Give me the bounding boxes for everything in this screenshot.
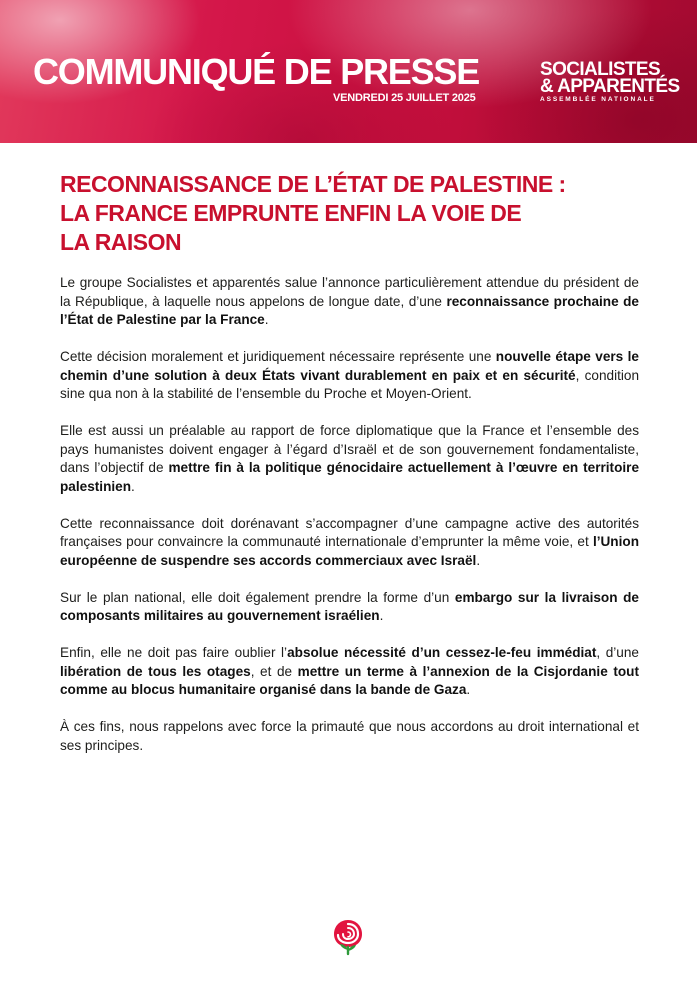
paragraph-1 [60, 274, 639, 330]
paragraph-text: , d’une [596, 645, 639, 660]
paragraph-5 [60, 589, 639, 626]
paragraph-text: Cette décision moralement et juridiquement nécessaire représente une [60, 349, 496, 364]
paragraph-6 [60, 644, 639, 700]
paragraph-text: Sur le plan national, elle doit également prendre la forme d’un [60, 589, 455, 605]
paragraph-4 [60, 515, 639, 571]
paragraph-emphasis: libération de tous les otages [60, 663, 251, 679]
paragraph-text: Le groupe Socialistes et apparentés salue l’annonce particulièrement attendue du président de la République, à laquelle nous appelons de longue date, d’une [60, 275, 639, 309]
paragraph-text: , et de [250, 663, 298, 679]
press-release-body [60, 274, 639, 774]
paragraph-2 [60, 348, 639, 404]
logo-line-socialistes: SOCIALISTES [540, 59, 661, 80]
release-date: VENDREDI 25 JUILLET 2025 [333, 92, 476, 104]
paragraph-emphasis: nouvelle étape vers le chemin d’une solution à deux États vivant durablement en paix et en sécurité [60, 349, 639, 383]
paragraph-emphasis: embargo sur la livraison de composants militaires au gouvernement israélien [60, 589, 639, 623]
paragraph-text: Enfin, elle ne doit pas faire oublier l’ [60, 645, 288, 660]
headline [60, 170, 640, 257]
paragraph-text: . [476, 552, 481, 568]
rose-icon [328, 916, 368, 956]
logo-line-apparentes: & APPARENTÉS [540, 76, 680, 97]
headline-line-3: LA RAISON [60, 229, 182, 255]
paragraph-3 [60, 422, 639, 496]
paragraph-text: . [264, 312, 269, 327]
headline-line-2: LA FRANCE EMPRUNTE ENFIN LA VOIE DE [60, 200, 522, 226]
logo-line-assemblee: ASSEMBLÉE NATIONALE [540, 96, 656, 103]
paragraph-text: Elle est aussi un préalable au rapport de force diplomatique que la France et l’ensemble des pays humanistes doivent engager à l’égard d’Israël et de son gouvernement fondamentaliste, dans l’objectif de [60, 423, 639, 475]
headline-line-1: RECONNAISSANCE DE L’ÉTAT DE PALESTINE : [60, 171, 566, 197]
paragraph-text: , condition sine qua non à la stabilité de l’ensemble du Proche et Moyen-Orient. [60, 367, 640, 401]
paragraph-emphasis: mettre un terme à l’annexion de la Cisjordanie tout comme au blocus humanitaire organisé dans la bande de Gaza [60, 663, 639, 697]
paragraph-text: À ces fins, nous rappelons avec force la primauté que nous accordons au droit international et ses principes. [60, 719, 639, 753]
paragraph-text: Cette reconnaissance doit dorénavant s’accompagner d’une campagne active des autorités françaises pour convaincre la communauté internationale d’emprunter la même voie, et [60, 515, 639, 549]
header-banner [0, 0, 697, 143]
paragraph-text: . [379, 608, 384, 623]
paragraph-emphasis: absolue nécessité d’un cessez-le-feu immédiat [287, 645, 597, 660]
paragraph-text: . [131, 478, 135, 494]
paragraph-text: . [466, 682, 471, 697]
paragraph-7 [60, 718, 639, 755]
paragraph-emphasis: mettre fin à la politique génocidaire actuellement à l’œuvre en territoire palestinien [60, 460, 640, 494]
paragraph-emphasis: l’Union européenne de suspendre ses accords commerciaux avec Israël [60, 534, 639, 568]
paragraph-emphasis: reconnaissance prochaine de l’État de Palestine par la France [60, 293, 639, 327]
page-title: COMMUNIQUÉ DE PRESSE [33, 51, 480, 92]
